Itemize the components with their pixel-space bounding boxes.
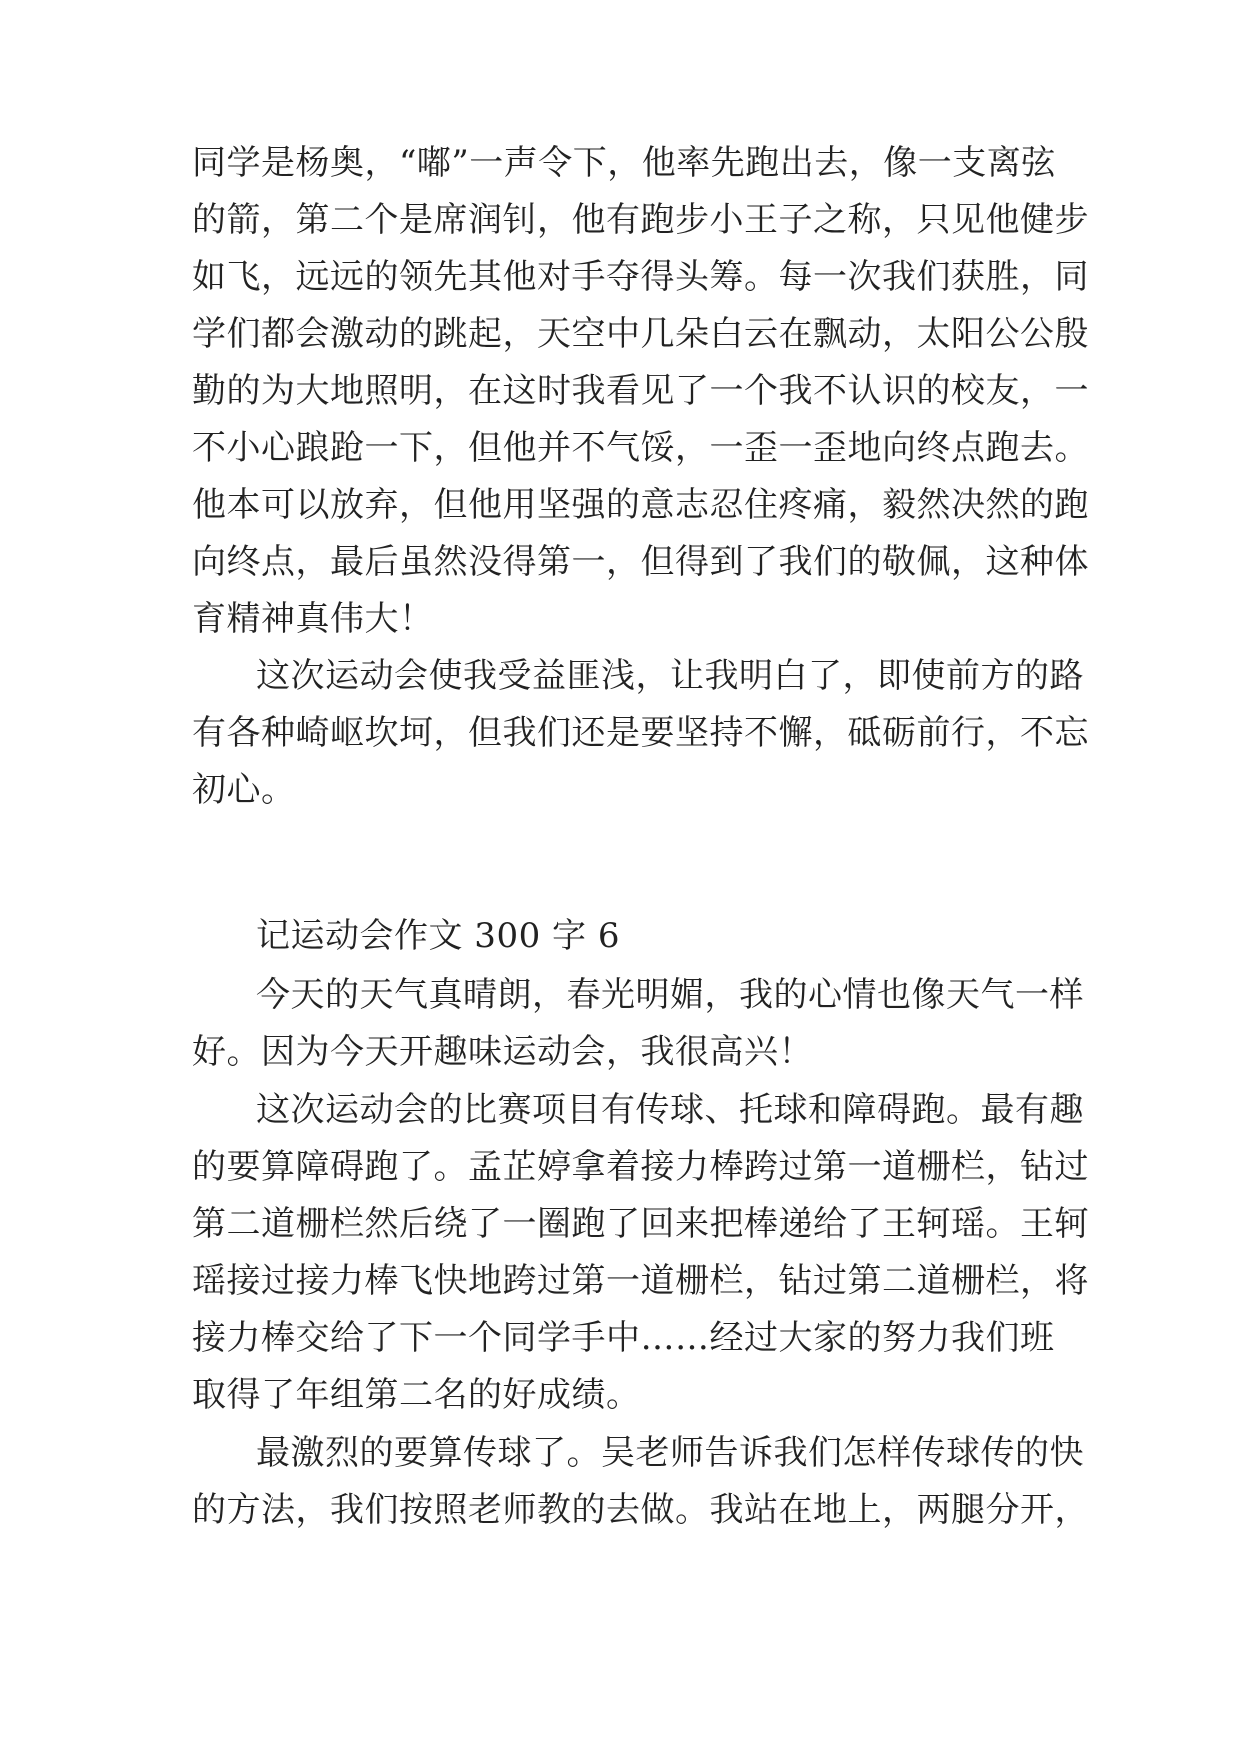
text-line: 如飞，远远的领先其他对手夺得头筹。每一次我们获胜，同 <box>192 257 1089 297</box>
text-line: 这次运动会的比赛项目有传球、托球和障碍跑。最有趣 <box>256 1090 1084 1130</box>
text-line: 初心。 <box>192 770 296 810</box>
text-line: 的要算障碍跑了。孟芷婷拿着接力棒跨过第一道栅栏，钻过 <box>192 1147 1089 1187</box>
text-line: 勤的为大地照明，在这时我看见了一个我不认识的校友，一 <box>192 371 1089 411</box>
text-line: 最激烈的要算传球了。吴老师告诉我们怎样传球传的快 <box>256 1433 1084 1473</box>
text-line: 他本可以放弃，但他用坚强的意志忍住疼痛，毅然决然的跑 <box>192 485 1089 525</box>
text-line: 这次运动会使我受益匪浅，让我明白了，即使前方的路 <box>256 656 1084 696</box>
text-line: 有各种崎岖坎坷，但我们还是要坚持不懈，砥砺前行，不忘 <box>192 713 1089 753</box>
text-line: 的箭，第二个是席润钊，他有跑步小王子之称，只见他健步 <box>192 200 1089 240</box>
text-line: 好。因为今天开趣味运动会，我很高兴！ <box>192 1032 813 1072</box>
text-line: 瑶接过接力棒飞快地跨过第一道栅栏，钻过第二道栅栏，将 <box>192 1261 1089 1301</box>
text-line: 不小心踉跄一下，但他并不气馁，一歪一歪地向终点跑去。 <box>192 428 1089 468</box>
text-line: 第二道栅栏然后绕了一圈跑了回来把棒递给了王轲瑶。王轲 <box>192 1204 1089 1244</box>
text-line: 取得了年组第二名的好成绩。 <box>192 1375 641 1415</box>
text-line: 的方法，我们按照老师教的去做。我站在地上，两腿分开， <box>192 1490 1089 1530</box>
section-title: 记运动会作文 300 字 6 <box>256 916 620 956</box>
text-line: 今天的天气真晴朗，春光明媚，我的心情也像天气一样 <box>256 975 1084 1015</box>
text-line: 同学是杨奥，“嘟”一声令下，他率先跑出去，像一支离弦 <box>192 143 1056 183</box>
text-line: 向终点，最后虽然没得第一，但得到了我们的敬佩，这种体 <box>192 542 1089 582</box>
text-line: 接力棒交给了下一个同学手中……经过大家的努力我们班 <box>192 1318 1055 1358</box>
text-line: 学们都会激动的跳起，天空中几朵白云在飘动，太阳公公殷 <box>192 314 1089 354</box>
text-line: 育精神真伟大！ <box>192 599 434 639</box>
